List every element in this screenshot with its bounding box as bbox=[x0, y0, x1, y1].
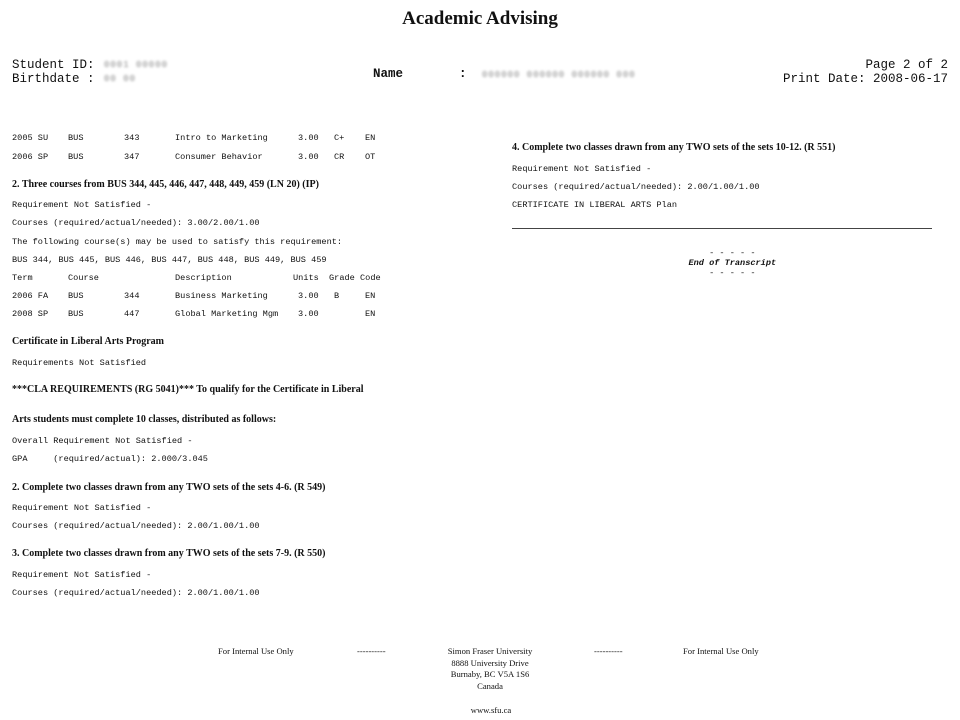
subject-cell: BUS bbox=[68, 291, 84, 301]
requirement-status: Requirement Not Satisfied - bbox=[12, 503, 152, 513]
certificate-title: Certificate in Liberal Arts Program bbox=[12, 336, 164, 347]
term-cell: 2005 SU bbox=[12, 133, 49, 143]
header-description: Description bbox=[175, 273, 232, 283]
requirement-title: 2. Complete two classes drawn from any TWO sets of the sets 4-6. (R 549) bbox=[12, 482, 326, 493]
term-cell: 2006 SP bbox=[12, 152, 49, 162]
subject-cell: BUS bbox=[68, 309, 84, 319]
grade-cell: B bbox=[334, 291, 340, 301]
header-code: Code bbox=[360, 273, 381, 283]
number-cell: 343 bbox=[124, 133, 140, 143]
number-cell: 347 bbox=[124, 152, 140, 162]
table-row bbox=[12, 291, 412, 303]
requirement-following: The following course(s) may be used to satisfy this requirement: bbox=[12, 237, 343, 247]
requirement-courses: Courses (required/actual/needed): 3.00/2.00/1.00 bbox=[12, 218, 260, 228]
page-number: Page 2 of 2 bbox=[865, 58, 948, 72]
table-row bbox=[12, 133, 412, 145]
requirement-courses: Courses (required/actual/needed): 2.00/1.00/1.00 bbox=[12, 521, 260, 531]
header-units: Units bbox=[293, 273, 319, 283]
cla-requirements-line2: Arts students must complete 10 classes, distributed as follows: bbox=[12, 414, 277, 425]
name-label: Name bbox=[373, 67, 404, 81]
print-date: Print Date: 2008-06-17 bbox=[782, 72, 948, 86]
grade-cell: C+ bbox=[334, 133, 345, 143]
divider bbox=[512, 228, 932, 229]
university-city: Burnaby, BC V5A 1S6 bbox=[450, 669, 530, 679]
term-cell: 2006 FA bbox=[12, 291, 49, 301]
certificate-status: Requirements Not Satisfied bbox=[12, 358, 147, 368]
website-link[interactable]: www.sfu.ca bbox=[470, 705, 512, 715]
requirement-status: Requirement Not Satisfied - bbox=[12, 570, 152, 580]
requirement-title: 3. Complete two classes drawn from any TWO sets of the sets 7-9. (R 550) bbox=[12, 548, 326, 559]
requirement-title: 2. Three courses from BUS 344, 445, 446, 447, 448, 449, 459 (LN 20) (IP) bbox=[12, 179, 319, 190]
description-cell: Business Marketing bbox=[175, 291, 268, 301]
units-cell: 3.00 bbox=[298, 309, 319, 319]
university-name: Simon Fraser University bbox=[447, 646, 533, 656]
units-cell: 3.00 bbox=[298, 133, 319, 143]
end-dashes-left: - - - - - bbox=[709, 248, 756, 258]
term-cell: 2008 SP bbox=[12, 309, 49, 319]
header-term: Term bbox=[12, 273, 33, 283]
cla-requirements-line1: ***CLA REQUIREMENTS (RG 5041)*** To qualify for the Certificate in Liberal bbox=[12, 384, 364, 395]
description-cell: Global Marketing Mgm bbox=[175, 309, 279, 319]
header-course: Course bbox=[68, 273, 99, 283]
subject-cell: BUS bbox=[68, 133, 84, 143]
table-header bbox=[12, 273, 412, 285]
units-cell: 3.00 bbox=[298, 291, 319, 301]
subject-cell: BUS bbox=[68, 152, 84, 162]
requirement-course-list: BUS 344, BUS 445, BUS 446, BUS 447, BUS 448, BUS 449, BUS 459 bbox=[12, 255, 327, 265]
internal-use-left: For Internal Use Only bbox=[218, 646, 294, 656]
university-street: 8888 University Drive bbox=[451, 657, 529, 668]
internal-use-right: For Internal Use Only bbox=[683, 646, 759, 656]
page-title: Academic Advising bbox=[402, 8, 558, 29]
number-cell: 344 bbox=[124, 291, 140, 301]
birthdate-value: 00 00 bbox=[104, 74, 137, 84]
end-of-transcript bbox=[512, 238, 932, 288]
plan-line: CERTIFICATE IN LIBERAL ARTS Plan bbox=[512, 200, 678, 210]
end-text: End of Transcript bbox=[688, 258, 777, 268]
student-id-value: 0001 00000 bbox=[104, 60, 169, 70]
requirement-courses: Courses (required/actual/needed): 2.00/1.00/1.00 bbox=[12, 588, 260, 598]
requirement-title: 4. Complete two classes drawn from any TWO sets of the sets 10-12. (R 551) bbox=[512, 142, 836, 153]
university-country: Canada bbox=[477, 680, 503, 691]
grade-cell: CR bbox=[334, 152, 345, 162]
student-id-label: Student ID: bbox=[12, 58, 95, 72]
name-colon: : bbox=[459, 67, 467, 81]
code-cell: EN bbox=[365, 309, 376, 319]
gpa-line: GPA (required/actual): 2.000/3.045 bbox=[12, 454, 208, 464]
end-dashes-right: - - - - - bbox=[709, 268, 756, 278]
number-cell: 447 bbox=[124, 309, 140, 319]
footer-dashes-right: ---------- bbox=[594, 646, 623, 656]
code-cell: OT bbox=[365, 152, 376, 162]
table-row bbox=[12, 152, 412, 164]
units-cell: 3.00 bbox=[298, 152, 319, 162]
birthdate-label: Birthdate : bbox=[12, 72, 95, 86]
description-cell: Consumer Behavior bbox=[175, 152, 263, 162]
requirement-status: Requirement Not Satisfied - bbox=[512, 164, 652, 174]
university-address bbox=[420, 646, 560, 692]
table-row bbox=[12, 309, 412, 321]
code-cell: EN bbox=[365, 291, 376, 301]
requirement-status: Requirement Not Satisfied - bbox=[12, 200, 152, 210]
name-value: 000000 000000 000000 000 bbox=[482, 70, 636, 80]
footer-dashes-left: ---------- bbox=[357, 646, 386, 656]
description-cell: Intro to Marketing bbox=[175, 133, 268, 143]
requirement-courses: Courses (required/actual/needed): 2.00/1.00/1.00 bbox=[512, 182, 760, 192]
header-grade: Grade bbox=[329, 273, 355, 283]
overall-status: Overall Requirement Not Satisfied - bbox=[12, 436, 193, 446]
code-cell: EN bbox=[365, 133, 376, 143]
